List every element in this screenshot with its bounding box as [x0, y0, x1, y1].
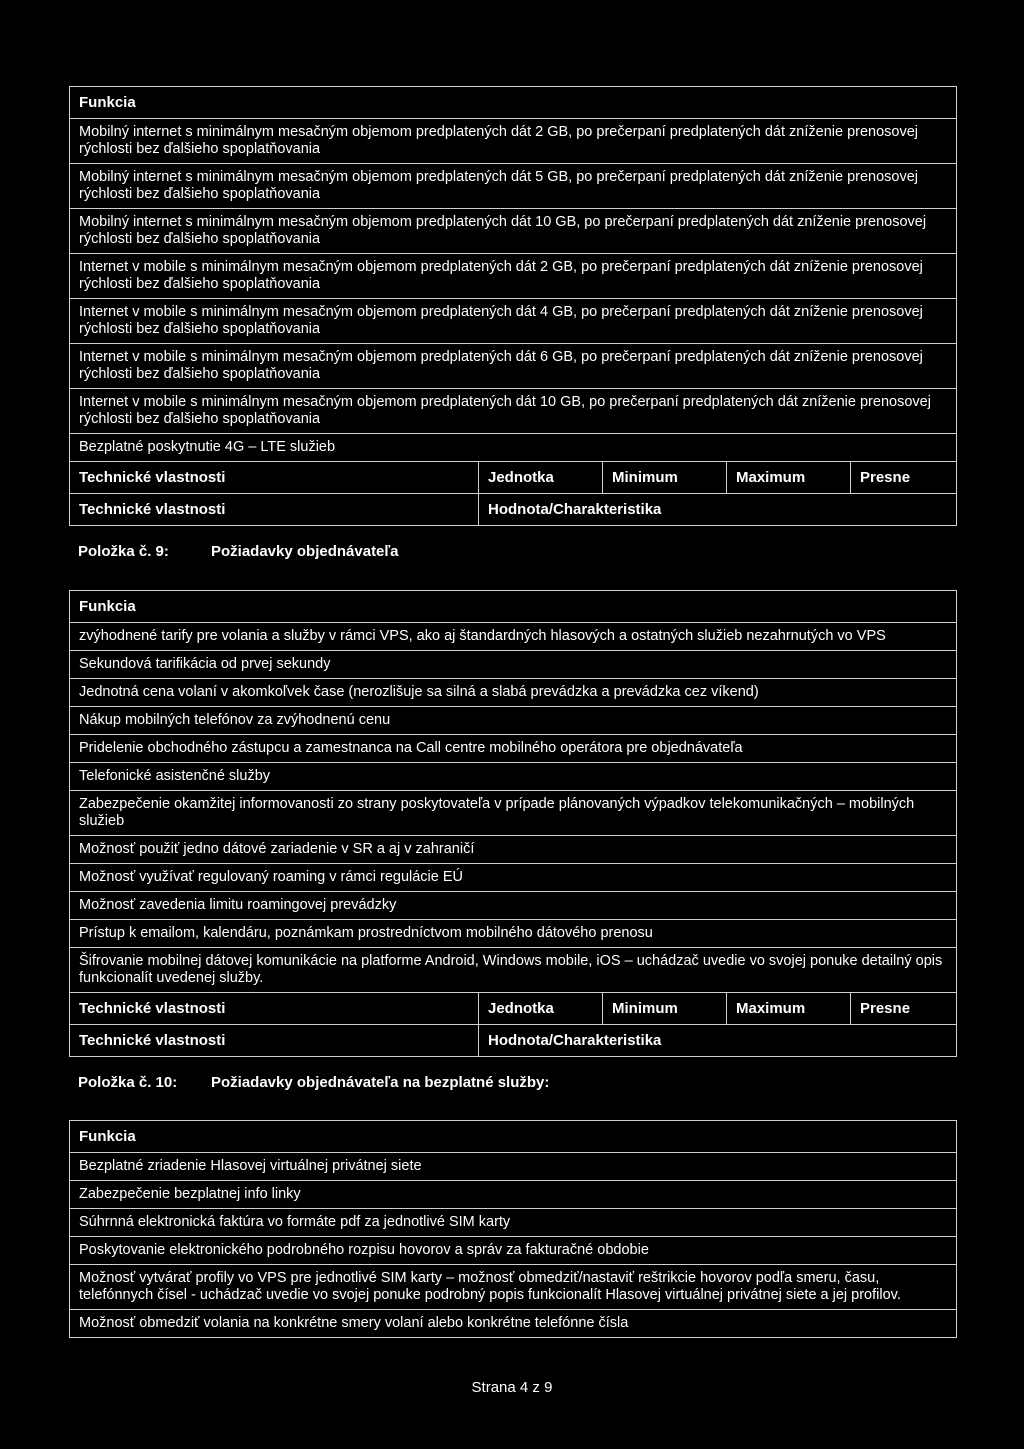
maximum-header: Maximum [727, 462, 851, 494]
table-row: Mobilný internet s minimálnym mesačným objemom predplatených dát 10 GB, po prečerpaní predplatených dát zníženie prenosovej rýchlosti bez ďalšieho spoplatňovania [70, 209, 957, 254]
value-header: Hodnota/Charakteristika [479, 494, 957, 526]
table-header: Funkcia [70, 87, 957, 119]
functions-table-2 [69, 590, 957, 1057]
table-row: Možnosť vytvárať profily vo VPS pre jednotlivé SIM karty – možnosť obmedziť/nastaviť reštrikcie hovorov podľa smeru, času, telefónnych čísel - uchádzač uvedie vo svojej ponuke podrobný popis funkcionalít Hlasovej virtuálnej privátnej siete a jej profilov. [70, 1265, 957, 1310]
table-row: Bezplatné zriadenie Hlasovej virtuálnej privátnej siete [70, 1153, 957, 1181]
functions-table-3 [69, 1120, 957, 1338]
tech-properties-header: Technické vlastnosti [70, 494, 479, 526]
table-row: Bezplatné poskytnutie 4G – LTE služieb [70, 434, 957, 462]
table-row: Možnosť využívať regulovaný roaming v rámci regulácie EÚ [70, 864, 957, 892]
table-row: Internet v mobile s minimálnym mesačným objemom predplatených dát 10 GB, po prečerpaní predplatených dát zníženie prenosovej rýchlosti bez ďalšieho spoplatňovania [70, 389, 957, 434]
maximum-header: Maximum [727, 993, 851, 1025]
table-row: Zabezpečenie bezplatnej info linky [70, 1181, 957, 1209]
value-header: Hodnota/Charakteristika [479, 1025, 957, 1057]
tech-properties-header: Technické vlastnosti [70, 462, 479, 494]
item-9-label: Položka č. 9: [78, 543, 169, 560]
table-row: Možnosť použiť jedno dátové zariadenie v SR a aj v zahraničí [70, 836, 957, 864]
table-header: Funkcia [70, 591, 957, 623]
table-row: Poskytovanie elektronického podrobného rozpisu hovorov a správ za fakturačné obdobie [70, 1237, 957, 1265]
table-row: Mobilný internet s minimálnym mesačným objemom predplatených dát 2 GB, po prečerpaní predplatených dát zníženie prenosovej rýchlosti bez ďalšieho spoplatňovania [70, 119, 957, 164]
table-row: Súhrnná elektronická faktúra vo formáte pdf za jednotlivé SIM karty [70, 1209, 957, 1237]
table-row: Pridelenie obchodného zástupcu a zamestnanca na Call centre mobilného operátora pre objednávateľa [70, 735, 957, 763]
exact-header: Presne [851, 462, 957, 494]
table-row: Telefonické asistenčné služby [70, 763, 957, 791]
table-row: Možnosť obmedziť volania na konkrétne smery volaní alebo konkrétne telefónne čísla [70, 1310, 957, 1338]
table-row: Nákup mobilných telefónov za zvýhodnenú cenu [70, 707, 957, 735]
table-header: Funkcia [70, 1121, 957, 1153]
minimum-header: Minimum [603, 462, 727, 494]
functions-table-1 [69, 86, 957, 526]
tech-properties-header: Technické vlastnosti [70, 993, 479, 1025]
minimum-header: Minimum [603, 993, 727, 1025]
unit-header: Jednotka [479, 993, 603, 1025]
table-row: Mobilný internet s minimálnym mesačným objemom predplatených dát 5 GB, po prečerpaní predplatených dát zníženie prenosovej rýchlosti bez ďalšieho spoplatňovania [70, 164, 957, 209]
table-row: Internet v mobile s minimálnym mesačným objemom predplatených dát 4 GB, po prečerpaní predplatených dát zníženie prenosovej rýchlosti bez ďalšieho spoplatňovania [70, 299, 957, 344]
item-10-title: Požiadavky objednávateľa na bezplatné služby: [211, 1074, 550, 1091]
table-row: Zabezpečenie okamžitej informovanosti zo strany poskytovateľa v prípade plánovaných výpadkov telekomunikačných – mobilných služieb [70, 791, 957, 836]
table-row: Jednotná cena volaní v akomkoľvek čase (nerozlišuje sa silná a slabá prevádzka a prevádzka cez víkend) [70, 679, 957, 707]
table-row: Prístup k emailom, kalendáru, poznámkam prostredníctvom mobilného dátového prenosu [70, 920, 957, 948]
item-9-heading [78, 543, 399, 560]
table-row: Šifrovanie mobilnej dátovej komunikácie na platforme Android, Windows mobile, iOS – uchádzač uvedie vo svojej ponuke detailný opis funkcionalít uvedenej služby. [70, 948, 957, 993]
table-row: Internet v mobile s minimálnym mesačným objemom predplatených dát 6 GB, po prečerpaní predplatených dát zníženie prenosovej rýchlosti bez ďalšieho spoplatňovania [70, 344, 957, 389]
tech-properties-header: Technické vlastnosti [70, 1025, 479, 1057]
table-row: Sekundová tarifikácia od prvej sekundy [70, 651, 957, 679]
item-9-title: Požiadavky objednávateľa [211, 543, 399, 560]
table-row: Internet v mobile s minimálnym mesačným objemom predplatených dát 2 GB, po prečerpaní predplatených dát zníženie prenosovej rýchlosti bez ďalšieho spoplatňovania [70, 254, 957, 299]
item-10-label: Položka č. 10: [78, 1074, 178, 1091]
exact-header: Presne [851, 993, 957, 1025]
table-row: zvýhodnené tarify pre volania a služby v rámci VPS, ako aj štandardných hlasových a ostatných služieb nezahrnutých vo VPS [70, 623, 957, 651]
page-number: Strana 4 z 9 [471, 1379, 553, 1396]
item-10-heading [78, 1074, 549, 1091]
table-row: Možnosť zavedenia limitu roamingovej prevádzky [70, 892, 957, 920]
unit-header: Jednotka [479, 462, 603, 494]
